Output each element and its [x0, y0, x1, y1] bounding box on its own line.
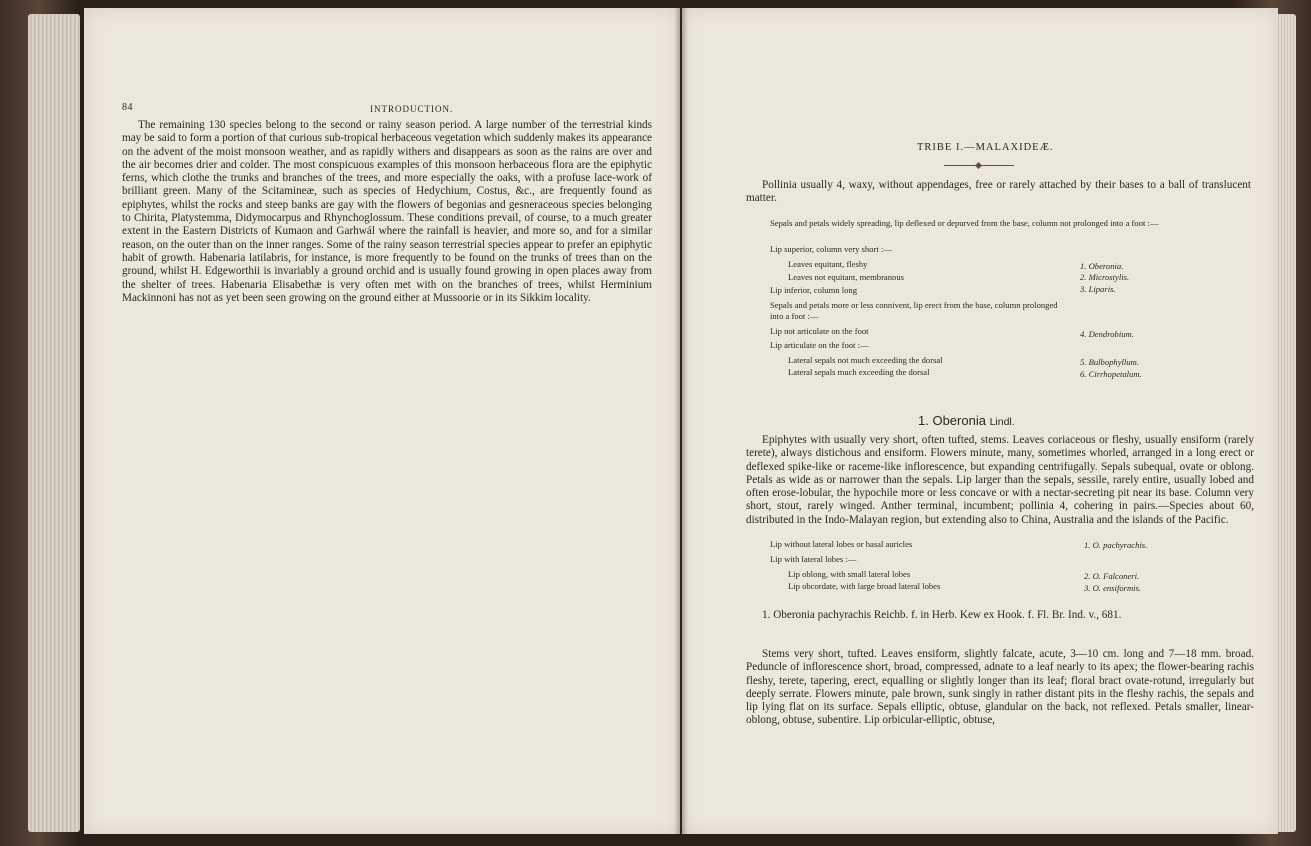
key-result: [1080, 261, 1123, 271]
key-result-text: 2. Microstylis.: [1080, 272, 1130, 282]
key-line: Lip superior, column very short :—: [770, 244, 892, 254]
key-result-text: 5. Bulbophyllum.: [1080, 357, 1139, 367]
species-key-result-text: 1. O. pachyrachis.: [1084, 540, 1148, 550]
running-head: INTRODUCTION.: [370, 104, 454, 114]
genus-description-text: Epiphytes with usually very short, often tufted, stems. Leaves coriaceous or fleshy, usually ensiform (rarely terete), always distichous and ensiform. Flowers minute, many, sometimes whorled, arranged in a long erect or deflexed spike-like or raceme-like inflorescence, but expanding centrifugally. Sepals subequal, ovate or oblong. Petals as wide as or narrower than the sepals. Lip larger than the sepals, sessile, rarely entire, usually lobed and often erose-lobular, the hypochile more or less concave or with a nectar-secreting pit near its base. Column very short, stout, rarely winged. Anther terminal, incumbent; pollinia 4, cohering in pairs.—Species about 60, distributed in the Indo-Malayan region, but extending also to China, Australia and the islands of the Pacific.: [746, 434, 1254, 526]
ornament-dot: [975, 162, 982, 169]
key-line: Lip inferior, column long: [770, 285, 858, 295]
page-edges-right: [1276, 14, 1296, 832]
book-gutter: [674, 8, 688, 834]
genus-heading: [918, 413, 1015, 428]
species-description: [746, 648, 1254, 728]
key-line: Leaves not equitant, membranous: [788, 272, 904, 282]
left-page: [84, 8, 680, 834]
right-page: [682, 8, 1278, 834]
genus-authority: Lindl.: [989, 416, 1015, 428]
species-key-line: Lip obcordate, with large broad lateral lobes: [788, 581, 941, 591]
species-description-text: Stems very short, tufted. Leaves ensiform, slightly falcate, acute, 3—10 cm. long and 7—18 mm. broad. Peduncle of inflorescence short, broad, compressed, adnate to a leaf nearly to its apex; the flower-bearing rachis fleshy, terete, tapering, erect, equalling or slightly longer than its leaf; floral bract ovate-rotund, irregularly but deeply serrate. Flowers minute, pale brown, sunk singly in rather distant pits in the fleshy rachis, the sepals and lip lying flat on its surface. Sepals elliptic, obtuse, glandular on the back, not reflexed. Petals smaller, linear-oblong, obtuse, subentire. Lip orbicular-elliptic, obtuse,: [746, 648, 1254, 727]
key-line: Lip articulate on the foot :—: [770, 340, 869, 350]
page-number: 84: [122, 102, 133, 113]
species-key-line: Lip without lateral lobes or basal auricles: [770, 539, 913, 549]
species-key-line: Lip with lateral lobes :—: [770, 554, 857, 564]
key-result-text: 1. Oberonia.: [1080, 261, 1124, 271]
species-key-result-text: 3. O. ensiformis.: [1084, 583, 1142, 593]
key-result: [1080, 357, 1139, 367]
intro-paragraph-text: The remaining 130 species belong to the second or rainy season period. A large number of the terrestrial kinds may be said to form a portion of that curious sub-tropical herbaceous vegetation which suddenly makes its appearance on the advent of the moist monsoon weather, and as rapidly withers and disappears as soon as the rains are over and the air becomes drier and colder. The most conspicuous examples of this monsoon herbaceous flora are the epiphytic ferns, which clothe the trunks and branches of the trees, and more especially the oaks, with a profuse lace-work of brilliant green. Many of the Scitamineæ, such as species of Hedychium, Costus, &c., are frequently found as epiphytes, whilst the rocks and steep banks are gay with the flowers of begonias and gesneraceous species belonging to Chirita, Platystemma, Didymocarpus and Rhynchoglossum. These conditions prevail, of course, to a much greater extent in the Eastern Districts of Kumaon and Garhwál where the rainfall is heavier, and more so, and for a similar reason, on the outer than on the inner ranges. Some of the rainy season terrestrial species appear to prefer an epiphytic habit of growth. Habenaria latilabris, for instance, is more frequently to be found on the trunks of trees than on the ground, whilst H. Edgeworthii is invariably a ground orchid and is usually found growing in open places away from the shelter of trees. Habenaria Elisabethæ is very often met with on the branches of trees, whilst Herminium Mackinnoni has not as yet been seen growing on the ground either at Mussoorie or in its Sikkim locality.: [122, 119, 652, 304]
species-key-result: [1084, 571, 1139, 581]
species-key-line: Lip oblong, with small lateral lobes: [788, 569, 911, 579]
intro-paragraph: [122, 119, 652, 305]
tribe-description-text: Pollinia usually 4, waxy, without appendages, free or rarely attached by their bases to a ball of translucent matter.: [746, 179, 1251, 205]
key-result-text: 3. Liparis.: [1080, 284, 1116, 294]
key-line: Lip not articulate on the foot: [770, 326, 869, 336]
species-key-result: [1084, 583, 1141, 593]
key-result: [1080, 284, 1116, 294]
species-heading-text: 1. Oberonia pachyrachis Reichb. f. in Herb. Kew ex Hook. f. Fl. Br. Ind. v., 681.: [762, 609, 1122, 621]
species-key-result: [1084, 540, 1147, 550]
key-result: [1080, 369, 1142, 379]
species-heading: [746, 609, 1254, 622]
key-result: [1080, 272, 1129, 282]
key-line: Lateral sepals not much exceeding the dorsal: [788, 355, 943, 365]
species-key-result-text: 2. O. Falconeri.: [1084, 571, 1140, 581]
tribe-heading: TRIBE I.—MALAXIDEÆ.: [917, 142, 1054, 153]
key-result-text: 4. Dendrobium.: [1080, 329, 1134, 339]
key-line: Lateral sepals much exceeding the dorsal: [788, 367, 930, 377]
key-line: Sepals and petals more or less connivent, lip erect from the base, column prolonged into a foot :—: [770, 300, 1058, 321]
tribe-description: [746, 179, 1251, 206]
page-edges-left: [28, 14, 80, 832]
key-result-text: 6. Cirrhopetalum.: [1080, 369, 1142, 379]
genus-description: [746, 434, 1254, 527]
key-line: Sepals and petals widely spreading, lip deflexed or depurved from the base, column not prolonged into a foot :—: [770, 218, 1159, 228]
key-line: Leaves equitant, fleshy: [788, 259, 868, 269]
key-result: [1080, 329, 1134, 339]
genus-name: 1. Oberonia: [918, 413, 986, 428]
